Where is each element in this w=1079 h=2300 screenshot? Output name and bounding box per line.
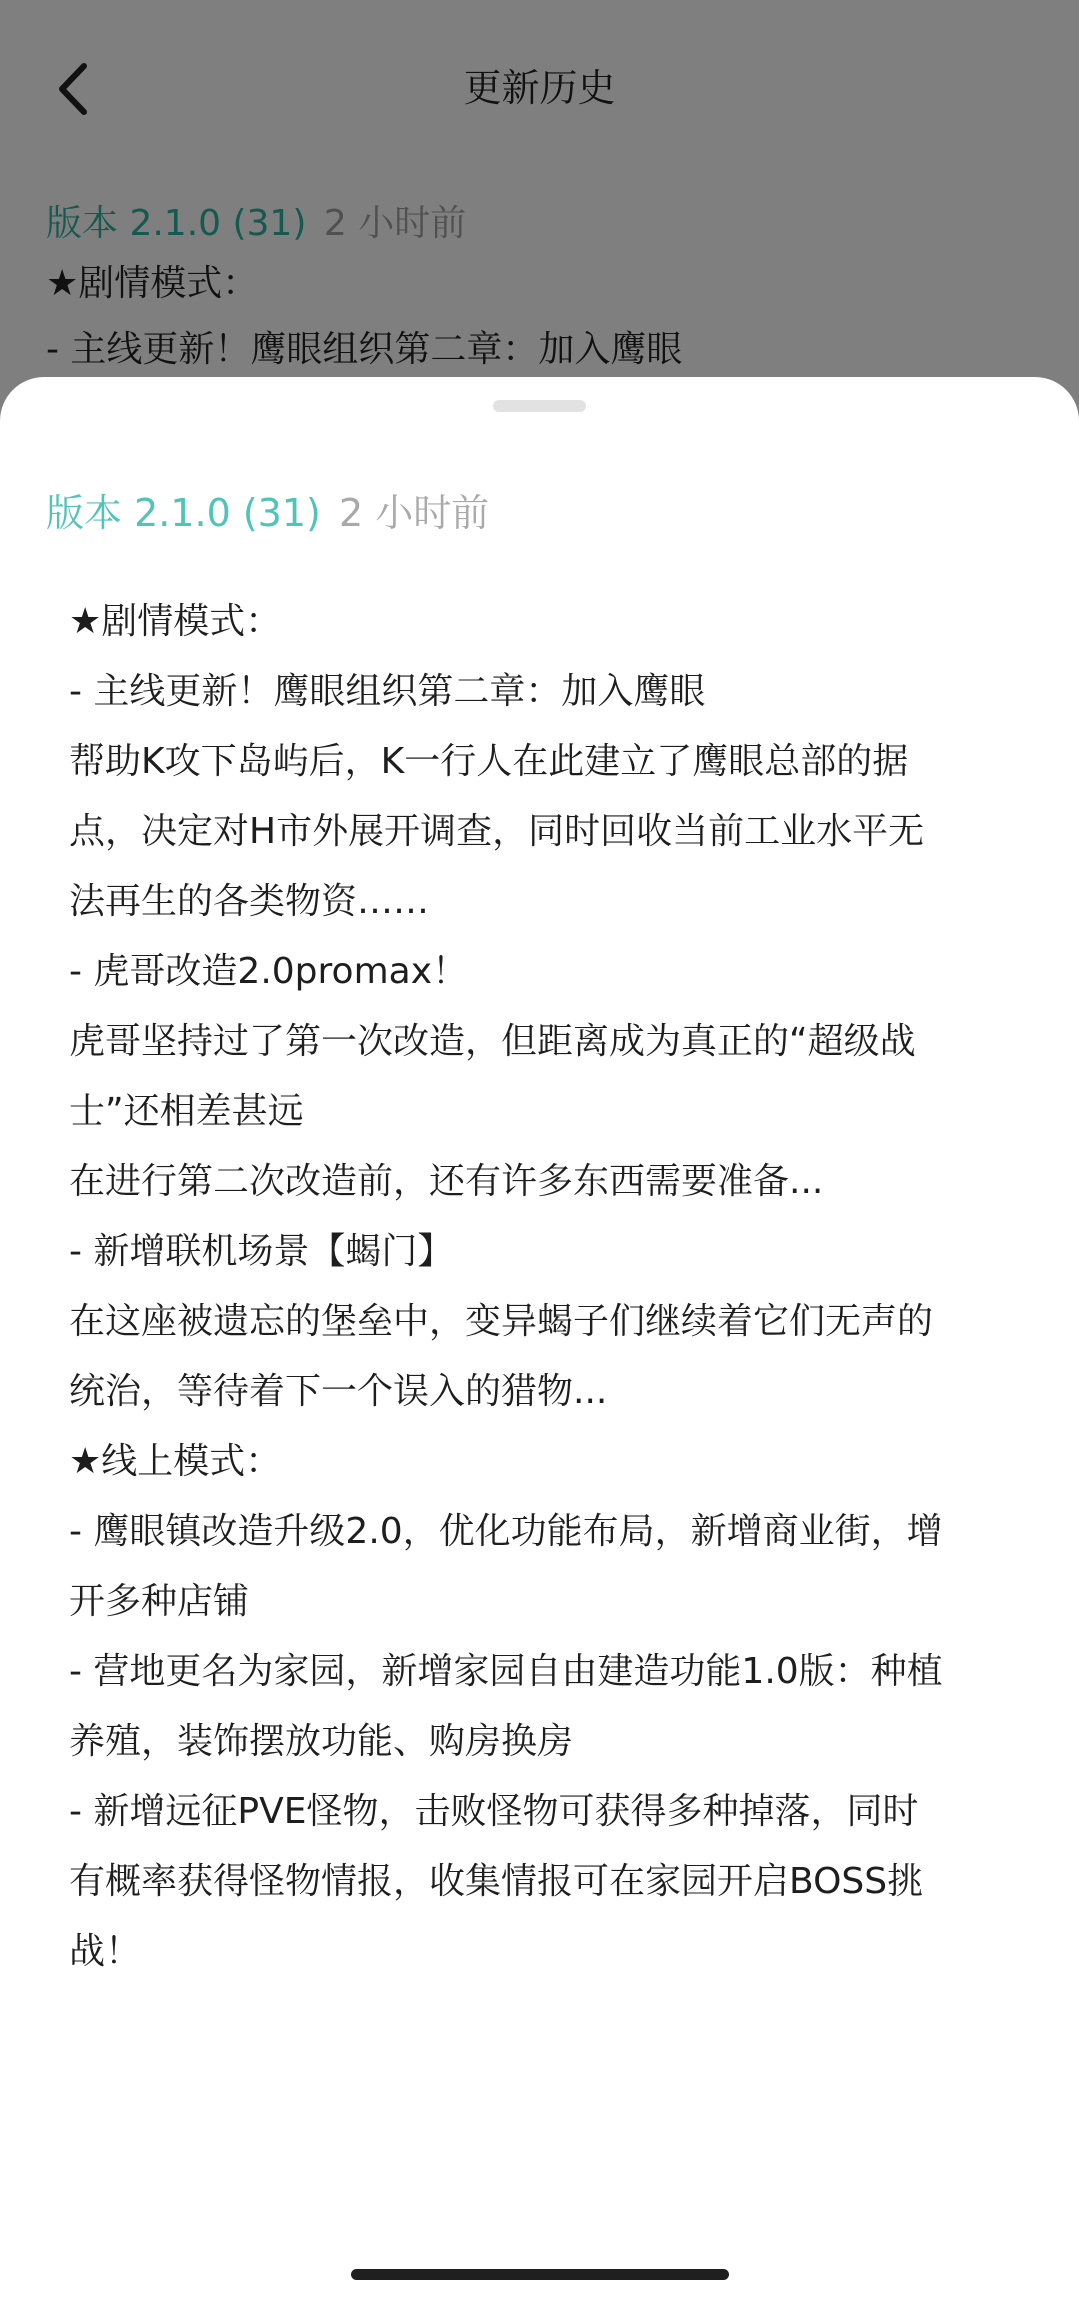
note-line: ★剧情模式：: [69, 601, 282, 642]
release-notes: [69, 587, 1019, 1987]
note-line: - 主线更新！鹰眼组织第二章：加入鹰眼: [69, 671, 706, 712]
note-line: 帮助K攻下岛屿后，K一行人在此建立了鹰眼总部的据: [69, 741, 909, 782]
version-header: [46, 485, 489, 541]
note-line: 战！: [69, 1931, 142, 1972]
version-time: 2 小时前: [338, 491, 490, 535]
note-line: 点，决定对H市外展开调查，同时回收当前工业水平无: [69, 811, 925, 852]
note-line: 开多种店铺: [69, 1581, 250, 1622]
note-line: 在这座被遗忘的堡垒中，变异蝎子们继续着它们无声的: [69, 1301, 934, 1342]
version-label: 版本 2.1.0 (31): [46, 491, 321, 535]
note-line: ★线上模式：: [69, 1441, 282, 1482]
note-line: - 新增联机场景【蝎门】: [69, 1231, 454, 1272]
sheet-drag-handle[interactable]: [493, 400, 586, 412]
note-line: 在进行第二次改造前，还有许多东西需要准备...: [69, 1161, 824, 1202]
note-line: - 营地更名为家园，新增家园自由建造功能1.0版：种植: [69, 1651, 943, 1692]
note-line: 有概率获得怪物情报，收集情报可在家园开启BOSS挑: [69, 1861, 924, 1902]
note-line: - 虎哥改造2.0promax！: [69, 951, 469, 992]
note-line: 养殖，装饰摆放功能、购房换房: [69, 1721, 574, 1762]
note-line: - 新增远征PVE怪物，击败怪物可获得多种掉落，同时: [69, 1791, 919, 1832]
home-indicator[interactable]: [351, 2269, 729, 2280]
note-line: 虎哥坚持过了第一次改造，但距离成为真正的“超级战: [69, 1021, 916, 1062]
note-line: 统治，等待着下一个误入的猎物...: [69, 1371, 608, 1412]
bottom-sheet: [0, 377, 1079, 2300]
note-line: 法再生的各类物资……: [69, 881, 430, 922]
note-line: - 鹰眼镇改造升级2.0，优化功能布局，新增商业街，增: [69, 1511, 943, 1552]
note-line: 士”还相差甚远: [69, 1091, 304, 1132]
